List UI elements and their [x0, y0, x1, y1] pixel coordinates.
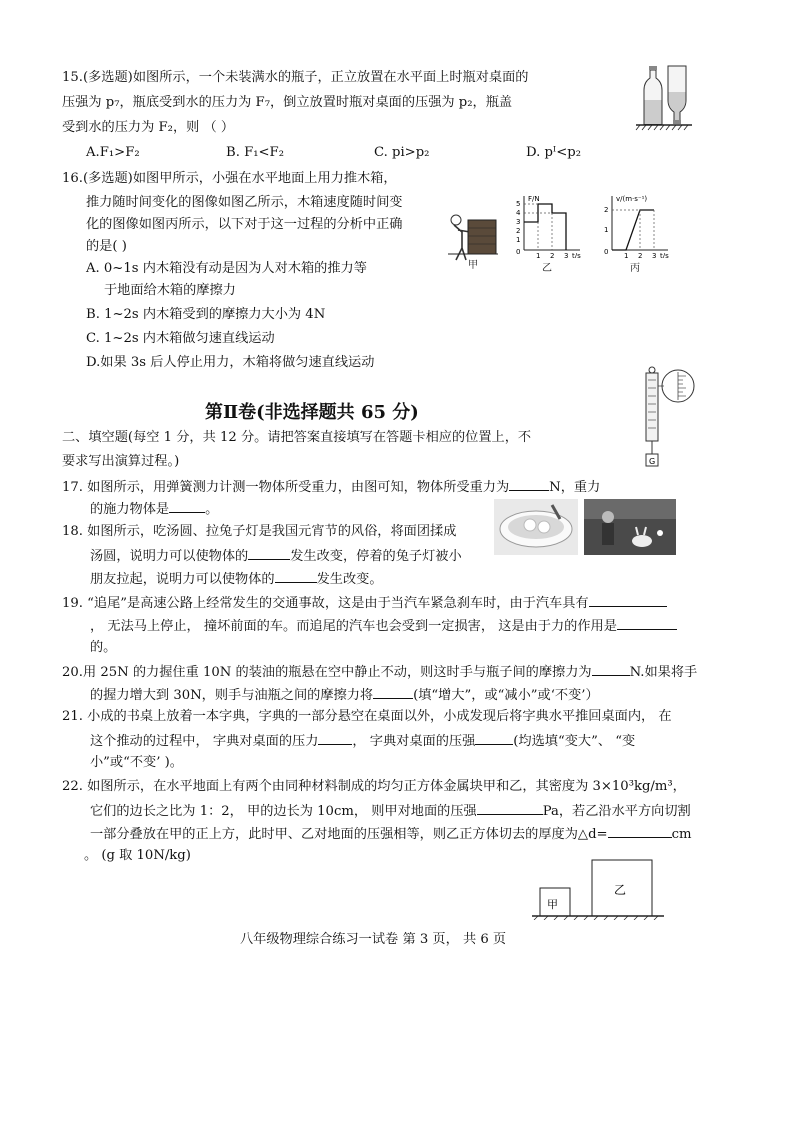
- q20-text-a: 20.用 25N 的力握住重 10N 的装油的瓶悬在空中静止不动，则这时手与瓶子间的摩擦力为: [62, 665, 592, 680]
- page-footer: 八年级物理综合练习一试卷 第 3 页， 共 6 页: [240, 932, 507, 947]
- q18-blank-2[interactable]: [275, 568, 317, 583]
- graph-c-xtick: 1: [624, 252, 629, 258]
- q17-blank-1[interactable]: [509, 476, 549, 491]
- block-yi-label: 乙: [614, 883, 627, 897]
- block-jia-label: 甲: [547, 898, 558, 911]
- tangyuan-photo: [494, 499, 578, 555]
- q21-line2: [90, 730, 635, 752]
- q15-option-c: C. pi>p₂: [374, 145, 430, 160]
- q20-text-c: 的握力增大到 30N，则手与油瓶之间的摩擦力将: [90, 688, 374, 703]
- graph-c-xtick: 2: [638, 252, 643, 258]
- fig-label-jia: 甲: [468, 260, 478, 271]
- q17-text-b: N，重力: [549, 480, 601, 495]
- q19-line2: [90, 615, 677, 637]
- q18-line3: [90, 568, 383, 590]
- graph-velocity-time: [596, 192, 672, 258]
- graph-b-xtick: 3: [564, 252, 569, 258]
- q21-blank-1[interactable]: [318, 730, 352, 745]
- blocks-illustration: [530, 856, 666, 920]
- q15-option-b: B. F₁<F₂: [226, 145, 284, 160]
- q20-blank-1[interactable]: [592, 661, 630, 676]
- q20-text-d: (填“增大”，或“减小”或‘不变’）: [413, 688, 599, 703]
- graph-b-xlabel: t/s: [572, 252, 581, 258]
- q15-line3: 受到水的压力为 F₂，则 （ ）: [62, 120, 235, 135]
- graph-b-ytick: 3: [516, 218, 521, 226]
- graph-b-ylabel: F/N: [528, 195, 540, 203]
- part2-intro-line2: 要求写出演算过程。): [62, 454, 180, 469]
- q21-text-c: (均选填“变大”、 “变: [513, 734, 636, 749]
- q15-line1: 15.(多选题)如图所示，一个未装满水的瓶子，正立放置在水平面上时瓶对桌面的: [62, 70, 529, 85]
- q16-option-d: D.如果 3s 后人停止用力，木箱将做匀速直线运动: [86, 355, 375, 370]
- q18-blank-1[interactable]: [248, 545, 290, 560]
- q16-option-c: C. 1~2s 内木箱做匀速直线运动: [86, 331, 275, 346]
- q17-blank-2[interactable]: [169, 498, 205, 513]
- pushing-box-illustration: [448, 210, 498, 262]
- q20-blank-2[interactable]: [373, 684, 413, 699]
- q19-line1: [62, 592, 667, 614]
- q21-line3: 小”或“不变’ )。: [90, 755, 183, 770]
- graph-b-ytick: 5: [516, 200, 521, 208]
- bottles-illustration: [634, 62, 694, 134]
- q22-blank-1[interactable]: [477, 800, 543, 815]
- q18-line1: 18. 如图所示，吃汤圆、拉兔子灯是我国元宵节的风俗，将面团揉成: [62, 524, 457, 539]
- q16-line1: 16.(多选题)如图甲所示，小强在水平地面上用力推木箱，: [62, 171, 397, 186]
- scale-label-g: G: [649, 457, 656, 466]
- q19-text-b: ， 无法马上停止， 撞坏前面的车。而追尾的汽车也会受到一定损害， 这是由于力的作用是: [90, 619, 617, 634]
- q22-line4: 。 (g 取 10N/kg): [84, 848, 191, 863]
- q16-option-a1: A. 0~1s 内木箱没有动是因为人对木箱的推力等: [86, 261, 367, 276]
- q22-text-c: 一部分叠放在甲的正上方，此时甲、乙对地面的压强相等，则乙正方体切去的厚度为△d=: [90, 827, 608, 842]
- q19-blank-2[interactable]: [617, 615, 677, 630]
- q19-text-a: 19. “追尾”是高速公路上经常发生的交通事故，这是由于当汽车紧急刹车时，由于汽车具有: [62, 596, 589, 611]
- q16-line3: 化的图像如图丙所示，以下对于这一过程的分析中正确: [86, 217, 403, 232]
- graph-b-xtick: 1: [536, 252, 541, 258]
- q22-line1: 22. 如图所示，在水平地面上有两个由同种材料制成的均匀正方体金属块甲和乙，其密度为 3×10³kg/m³，: [62, 779, 686, 794]
- q18-line2: [90, 545, 462, 567]
- q22-line3: [90, 823, 691, 845]
- graph-b-ytick: 2: [516, 227, 521, 235]
- q19-blank-1[interactable]: [589, 592, 667, 607]
- q18-text-c: 朋友拉起，说明力可以使物体的: [90, 572, 275, 587]
- q18-text-a: 汤圆，说明力可以使物体的: [90, 549, 249, 564]
- fig-label-yi: 乙: [542, 263, 552, 274]
- q22-text-d: cm: [671, 827, 692, 842]
- q17-text-c: 的施力物体是: [90, 502, 170, 517]
- q16-option-a2: 于地面给木箱的摩擦力: [104, 283, 236, 298]
- graph-b-ytick: 0: [516, 248, 521, 256]
- q22-text-b: Pa，若乙沿水平方向切割: [542, 804, 691, 819]
- q21-text-a: 这个推动的过程中， 字典对桌面的压力: [90, 734, 319, 749]
- part2-title: 第Ⅱ卷(非选择题共 65 分): [205, 402, 419, 423]
- q16-line2: 推力随时间变化的图像如图乙所示，木箱速度随时间变: [86, 195, 403, 210]
- q21-text-b: ， 字典对桌面的压强: [352, 734, 476, 749]
- q17-line2: [90, 498, 218, 520]
- q21-blank-2[interactable]: [475, 730, 513, 745]
- graph-c-ytick: 2: [604, 206, 609, 214]
- q20-line2: [90, 684, 599, 706]
- q17-line1: [62, 476, 600, 498]
- q15-option-a: A.F₁>F₂: [86, 145, 140, 160]
- fig-label-bing: 丙: [630, 263, 640, 274]
- graph-b-ytick: 4: [516, 209, 521, 217]
- q22-line2: [90, 800, 691, 822]
- graph-c-xtick: 3: [652, 252, 657, 258]
- graph-c-xlabel: t/s: [660, 252, 669, 258]
- part2-intro-line1: 二、填空题(每空 1 分，共 12 分。请把答案直接填写在答题卡相应的位置上，不: [62, 430, 532, 445]
- graph-c-ytick: 1: [604, 226, 609, 234]
- q17-text-a: 17. 如图所示，用弹簧测力计测一物体所受重力，由图可知，物体所受重力为: [62, 480, 510, 495]
- q20-text-b: N.如果将手: [629, 665, 698, 680]
- graph-force-time: [508, 192, 584, 258]
- q18-text-d: 发生改变。: [316, 572, 383, 587]
- graph-c-ylabel: v/(m·s⁻¹): [616, 195, 648, 203]
- q20-line1: [62, 661, 697, 683]
- graph-b-ytick: 1: [516, 236, 521, 244]
- q19-line3: 的。: [90, 640, 117, 655]
- q21-line1: 21. 小成的书桌上放着一本字典，字典的一部分悬空在桌面以外，小成发现后将字典水平推回桌面内， 在: [62, 709, 672, 724]
- q16-option-b: B. 1~2s 内木箱受到的摩擦力大小为 4N: [86, 307, 326, 322]
- rabbit-lantern-photo: [584, 499, 676, 555]
- graph-b-xtick: 2: [550, 252, 555, 258]
- q17-text-d: 。: [205, 502, 219, 517]
- q22-text-a: 它们的边长之比为 1：2， 甲的边长为 10cm， 则甲对地面的压强: [90, 804, 477, 819]
- q15-option-d: D. pᴵ<p₂: [526, 145, 581, 160]
- q18-text-b: 发生改变，停着的兔子灯被小: [290, 549, 462, 564]
- q15-line2: 压强为 p₇，瓶底受到水的压力为 F₇，倒立放置时瓶对桌面的压强为 p₂，瓶盖: [62, 95, 513, 110]
- q22-blank-2[interactable]: [608, 823, 672, 838]
- graph-c-ytick: 0: [604, 248, 609, 256]
- spring-scale-illustration: [640, 366, 696, 472]
- q16-line4: 的是( ): [86, 239, 127, 254]
